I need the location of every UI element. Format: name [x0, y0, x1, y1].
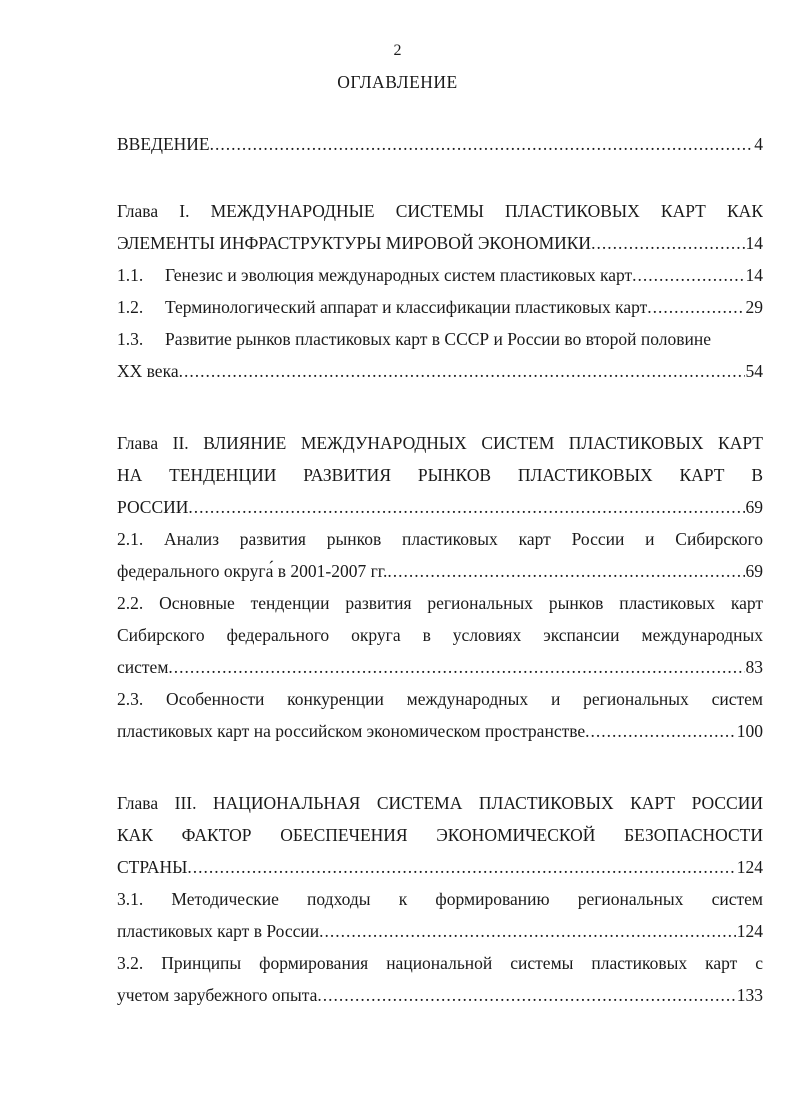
chapter-2-heading[interactable]: Глава II. ВЛИЯНИЕ МЕЖДУНАРОДНЫХ СИСТЕМ ПЛАСТИКОВЫХ КАРТ — [117, 433, 763, 453]
toc-entry-label: Терминологический аппарат и классификации пластиковых карт — [165, 297, 648, 317]
leader-dots — [317, 979, 735, 1011]
toc-entry-label: ЭЛЕМЕНТЫ ИНФРАСТРУКТУРЫ МИРОВОЙ ЭКОНОМИКИ — [117, 233, 592, 253]
leader-dots — [585, 715, 736, 747]
toc-entry-label: пластиковых карт на российском экономическом пространстве — [117, 721, 586, 741]
toc-page-number: 4 — [754, 134, 763, 154]
toc-entry-section-3-2[interactable]: 3.2. Принципы формирования национальной системы пластиковых карт с — [117, 953, 763, 973]
toc-entry-section-3-1-end[interactable] — [117, 915, 763, 947]
chapter-2-heading[interactable]: НА ТЕНДЕНЦИИ РАЗВИТИЯ РЫНКОВ ПЛАСТИКОВЫХ КАРТ В — [117, 465, 763, 485]
leader-dots — [591, 227, 744, 259]
leader-dots — [319, 915, 736, 947]
toc-page-number: 69 — [745, 561, 763, 581]
toc-entry-section-1-3[interactable] — [117, 323, 763, 355]
section-number: 1.3. — [117, 329, 144, 349]
toc-title: ОГЛАВЛЕНИЕ — [337, 72, 458, 92]
chapter-3-heading[interactable]: КАК ФАКТОР ОБЕСПЕЧЕНИЯ ЭКОНОМИЧЕСКОЙ БЕЗОПАСНОСТИ — [117, 825, 763, 845]
toc-entry-section-2-3-end[interactable] — [117, 715, 763, 747]
leader-dots — [647, 291, 744, 323]
toc-page-number: 124 — [736, 857, 763, 877]
chapter-1-heading-end[interactable] — [117, 227, 763, 259]
toc-entry-section-1-1[interactable] — [117, 259, 763, 291]
section-number: 1.2. — [117, 297, 144, 317]
toc-page-number: 69 — [745, 497, 763, 517]
leader-dots — [179, 355, 745, 387]
toc-entry-section-2-2[interactable]: 2.2. Основные тенденции развития региональных рынков пластиковых карт — [117, 593, 763, 613]
toc-entry-section-2-3[interactable]: 2.3. Особенности конкуренции международных и региональных систем — [117, 689, 763, 709]
table-of-contents — [117, 128, 763, 1011]
chapter-1-heading[interactable]: Глава I. МЕЖДУНАРОДНЫЕ СИСТЕМЫ ПЛАСТИКОВЫХ КАРТ КАК — [117, 201, 763, 221]
toc-entry-label: Генезис и эволюция международных систем пластиковых карт — [165, 265, 633, 285]
leader-dots — [210, 128, 754, 160]
toc-page-number: 83 — [745, 657, 763, 677]
toc-entry-section-1-2[interactable] — [117, 291, 763, 323]
toc-entry-label: СТРАНЫ — [117, 857, 188, 877]
leader-dots — [188, 491, 744, 523]
toc-page-number: 100 — [736, 721, 763, 741]
toc-page-number: 54 — [745, 361, 763, 381]
toc-page-number: 133 — [736, 985, 763, 1005]
toc-entry-section-2-2-end[interactable] — [117, 651, 763, 683]
leader-dots — [187, 851, 735, 883]
chapter-2-heading-end[interactable] — [117, 491, 763, 523]
toc-page-number: 124 — [736, 921, 763, 941]
toc-entry-section-1-3-end[interactable] — [117, 355, 763, 387]
toc-entry-label: федерального округа́ в 2001-2007 гг. — [117, 561, 388, 581]
chapter-3-heading-end[interactable] — [117, 851, 763, 883]
chapter-3-heading[interactable]: Глава III. НАЦИОНАЛЬНАЯ СИСТЕМА ПЛАСТИКОВЫХ КАРТ РОССИИ — [117, 793, 763, 813]
toc-entry-section-3-1[interactable]: 3.1. Методические подходы к формированию региональных систем — [117, 889, 763, 909]
toc-entry-label: систем — [117, 657, 169, 677]
toc-page-number: 14 — [745, 233, 763, 253]
leader-dots — [632, 259, 744, 291]
toc-entry-label: РОССИИ — [117, 497, 189, 517]
toc-entry-section-2-2[interactable]: Сибирского федерального округа в условиях экспансии международных — [117, 625, 763, 645]
toc-entry-label: пластиковых карт в России — [117, 921, 320, 941]
toc-page-number: 14 — [745, 265, 763, 285]
toc-entry-label: XX века — [117, 361, 179, 381]
section-number: 1.1. — [117, 265, 144, 285]
toc-entry-section-2-1-end[interactable] — [117, 555, 763, 587]
page-number: 2 — [393, 42, 402, 59]
toc-entry-label: ВВЕДЕНИЕ — [117, 134, 210, 154]
toc-entry-label: учетом зарубежного опыта — [117, 985, 318, 1005]
toc-entry-section-2-1[interactable]: 2.1. Анализ развития рынков пластиковых карт России и Сибирского — [117, 529, 763, 549]
toc-entry-label: Развитие рынков пластиковых карт в СССР и России во второй половине — [165, 329, 712, 349]
leader-dots — [168, 651, 744, 683]
toc-page-number: 29 — [745, 297, 763, 317]
leader-dots — [387, 555, 744, 587]
toc-entry-introduction[interactable] — [117, 128, 763, 160]
toc-entry-section-3-2-end[interactable] — [117, 979, 763, 1011]
